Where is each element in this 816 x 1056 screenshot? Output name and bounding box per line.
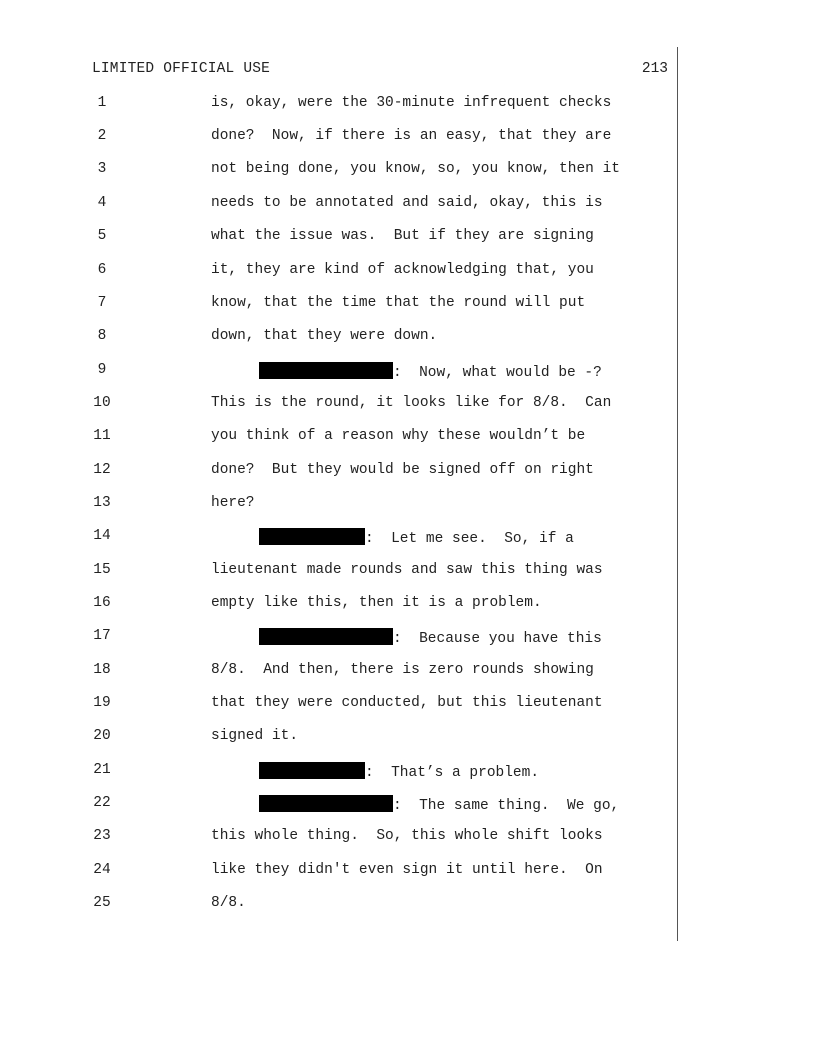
transcript-line [0,395,816,415]
line-number: 16 [93,595,111,611]
line-number: 17 [93,628,111,644]
speaker-text: : That’s a problem. [365,765,540,781]
line-number: 13 [93,495,111,511]
line-text [259,362,602,381]
line-text: it, they are kind of acknowledging that, you [211,262,594,278]
line-number: 20 [93,728,111,744]
transcript-line [0,228,816,248]
line-text [259,762,539,781]
line-text: here? [211,495,255,511]
line-number: 6 [97,262,107,278]
line-text [259,628,602,647]
transcript-line [0,528,816,548]
line-text: empty like this, then it is a problem. [211,595,542,611]
line-number: 9 [97,362,107,378]
transcript-line [0,828,816,848]
line-text: this whole thing. So, this whole shift looks [211,828,603,844]
transcript-line [0,128,816,148]
line-text: know, that the time that the round will put [211,295,586,311]
line-number: 5 [97,228,107,244]
transcript-line [0,328,816,348]
speaker-redaction [259,362,393,379]
speaker-text: : Let me see. So, if a [365,531,574,547]
line-text: This is the round, it looks like for 8/8. Can [211,395,612,411]
line-text: done? But they would be signed off on right [211,462,594,478]
line-text: you think of a reason why these wouldn’t be [211,428,586,444]
transcript-line [0,795,816,815]
transcript-line [0,628,816,648]
line-number: 2 [97,128,107,144]
transcript-line [0,762,816,782]
transcript-line [0,562,816,582]
line-number: 11 [93,428,111,444]
line-text: is, okay, were the 30-minute infrequent checks [211,95,612,111]
document-header-classification: LIMITED OFFICIAL USE [92,61,271,77]
line-text: lieutenant made rounds and saw this thing was [211,562,603,578]
line-number: 12 [93,462,111,478]
speaker-redaction [259,628,393,645]
line-text: down, that they were down. [211,328,438,344]
line-number: 15 [93,562,111,578]
transcript-line [0,428,816,448]
transcript-line [0,362,816,382]
line-number: 3 [97,161,107,177]
transcript-line [0,161,816,181]
line-text: 8/8. And then, there is zero rounds showing [211,662,594,678]
line-number: 10 [93,395,111,411]
line-text [259,795,619,814]
transcript-line [0,495,816,515]
transcript-line [0,295,816,315]
speaker-text: : Because you have this [393,631,602,647]
line-text: done? Now, if there is an easy, that they are [211,128,612,144]
line-number: 23 [93,828,111,844]
transcript-line [0,95,816,115]
line-text: not being done, you know, so, you know, then it [211,161,620,177]
transcript-line [0,895,816,915]
line-text: needs to be annotated and said, okay, this is [211,195,603,211]
transcript-line [0,262,816,282]
transcript-line [0,862,816,882]
line-text: what the issue was. But if they are signing [211,228,594,244]
transcript-line [0,195,816,215]
line-text: signed it. [211,728,299,744]
transcript-line [0,662,816,682]
line-number: 22 [93,795,111,811]
transcript-line [0,595,816,615]
line-number: 19 [93,695,111,711]
transcript-line [0,728,816,748]
transcript-line [0,695,816,715]
line-number: 4 [97,195,107,211]
line-number: 8 [97,328,107,344]
line-number: 18 [93,662,111,678]
line-text [259,528,574,547]
line-text: that they were conducted, but this lieutenant [211,695,603,711]
speaker-redaction [259,762,365,779]
speaker-redaction [259,528,365,545]
speaker-redaction [259,795,393,812]
line-number: 24 [93,862,111,878]
line-number: 25 [93,895,111,911]
page-number: 213 [641,61,668,77]
transcript-line [0,462,816,482]
line-number: 1 [97,95,107,111]
line-number: 21 [93,762,111,778]
line-text: 8/8. [211,895,246,911]
speaker-text: : Now, what would be -? [393,365,602,381]
line-number: 7 [97,295,107,311]
speaker-text: : The same thing. We go, [393,798,620,814]
line-text: like they didn't even sign it until here. On [211,862,603,878]
line-number: 14 [93,528,111,544]
